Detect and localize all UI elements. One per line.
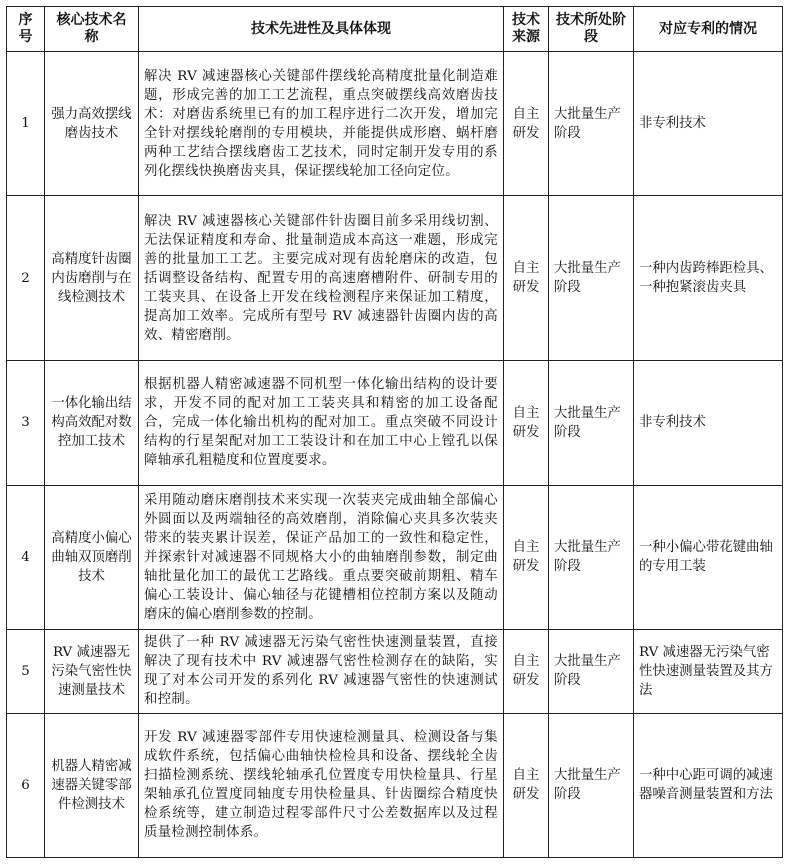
cell-no: 3 [7, 360, 45, 485]
cell-patent: 一种内齿跨棒距检具、一种抱紧滚齿夹具 [634, 196, 783, 361]
cell-detail: 解决 RV 减速器核心关键部件针齿圈目前多采用线切割、无法保证精度和寿命、批量制造成本高这一难题，形成完善的批量加工工艺。主要完成对现有齿轮磨床的改造，包括调整设备结构、配置专用的高速磨槽附件、研制专用的工装夹具、在设备上开发在线检测程序来保证加工精度，提高加工效率。完成所有型号 RV 减速器针齿圈内齿的高效、精密磨削。 [139, 196, 504, 361]
cell-patent: 一种小偏心带花键曲轴的专用工装 [634, 485, 783, 629]
cell-stage: 大批量生产阶段 [549, 485, 634, 629]
cell-stage: 大批量生产阶段 [549, 629, 634, 713]
cell-name: 机器人精密减速器关键零部件检测技术 [45, 713, 139, 857]
cell-source: 自主研发 [504, 360, 549, 485]
table-row [7, 196, 783, 361]
cell-source: 自主研发 [504, 629, 549, 713]
cell-source: 自主研发 [504, 485, 549, 629]
table-row [7, 360, 783, 485]
cell-detail: 解决 RV 减速器核心关键部件摆线轮高精度批量化制造难题，形成完善的加工工艺流程，重点突破摆线高效磨齿技术：对磨齿系统里已有的加工程序进行二次开发，增加完全针对摆线轮磨削的专用模块，并能提供成形磨、蜗杆磨两种工艺结合摆线磨齿工艺技术，同时定制开发专用的系列化摆线快换磨齿夹具，保证摆线轮加工径向定位。 [139, 52, 504, 196]
cell-no: 1 [7, 52, 45, 196]
table-row [7, 485, 783, 629]
cell-name: 高精度小偏心曲轴双顶磨削技术 [45, 485, 139, 629]
cell-stage: 大批量生产阶段 [549, 713, 634, 857]
cell-source: 自主研发 [504, 196, 549, 361]
header-source: 技术来源 [504, 7, 549, 52]
cell-name: 一体化输出结构高效配对数控加工技术 [45, 360, 139, 485]
cell-patent: 非专利技术 [634, 360, 783, 485]
cell-name: RV 减速器无污染气密性快速测量技术 [45, 629, 139, 713]
header-patent: 对应专利的情况 [634, 7, 783, 52]
cell-detail: 采用随动磨床磨削技术来实现一次装夹完成曲轴全部偏心外圆面以及两端轴径的高效磨削，消除偏心夹具多次装夹带来的装夹累计误差，保证产品加工的一致性和稳定性，并探索针对减速器不同规格大小的曲轴磨削参数，制定曲轴批量化加工的最优工艺路线。重点要突破前期粗、精车偏心工装设计、偏心轴径与花键槽相位控制方案以及随动磨床的偏心磨削参数的控制。 [139, 485, 504, 629]
cell-no: 2 [7, 196, 45, 361]
cell-no: 4 [7, 485, 45, 629]
cell-source: 自主研发 [504, 52, 549, 196]
cell-patent: RV 减速器无污染气密性快速测量装置及其方法 [634, 629, 783, 713]
cell-name: 强力高效摆线磨齿技术 [45, 52, 139, 196]
table-header-row [7, 7, 783, 52]
cell-patent: 非专利技术 [634, 52, 783, 196]
table-row [7, 713, 783, 857]
core-technology-table [6, 6, 783, 858]
header-no: 序号 [7, 7, 45, 52]
cell-stage: 大批量生产阶段 [549, 360, 634, 485]
header-name: 核心技术名称 [45, 7, 139, 52]
cell-no: 6 [7, 713, 45, 857]
cell-source: 自主研发 [504, 713, 549, 857]
cell-no: 5 [7, 629, 45, 713]
table-row [7, 629, 783, 713]
cell-name: 高精度针齿圈内齿磨削与在线检测技术 [45, 196, 139, 361]
cell-stage: 大批量生产阶段 [549, 52, 634, 196]
header-stage: 技术所处阶段 [549, 7, 634, 52]
cell-detail: 开发 RV 减速器零部件专用快速检测量具、检测设备与集成软件系统，包括偏心曲轴快检检具和设备、摆线轮全齿扫描检测系统、摆线轮轴承孔位置度专用快检量具、行星架轴承孔位置度同轴度专用快检量具、针齿圈综合精度快检系统等，建立制造过程零部件尺寸公差数据库以及过程质量检测控制体系。 [139, 713, 504, 857]
cell-detail: 根据机器人精密减速器不同机型一体化输出结构的设计要求，开发不同的配对加工工装夹具和精密的加工设备配合，完成一体化输出机构的配对加工。重点突破不同设计结构的行星架配对加工工装设计和在加工中心上镗孔以保障轴承孔粗糙度和位置度要求。 [139, 360, 504, 485]
cell-patent: 一种中心距可调的减速器噪音测量装置和方法 [634, 713, 783, 857]
header-detail: 技术先进性及具体体现 [139, 7, 504, 52]
cell-detail: 提供了一种 RV 减速器无污染气密性快速测量装置，直接解决了现有技术中 RV 减速器气密性检测存在的缺陷，实现了对本公司开发的系列化 RV 减速器气密性的快速测试和控制。 [139, 629, 504, 713]
table-row [7, 52, 783, 196]
cell-stage: 大批量生产阶段 [549, 196, 634, 361]
